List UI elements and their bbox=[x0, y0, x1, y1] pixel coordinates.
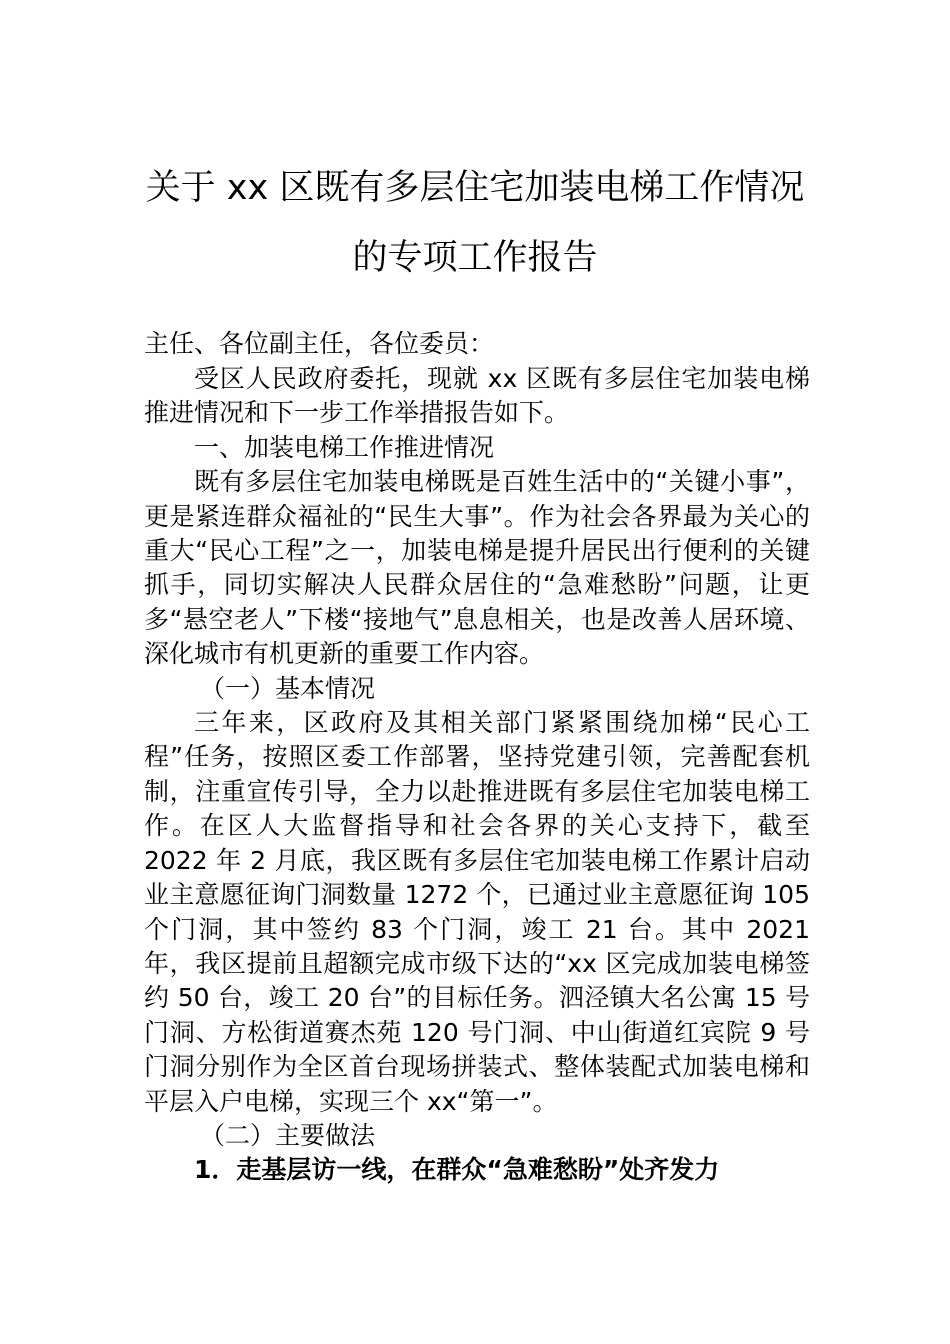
salutation: 主任、各位副主任，各位委员： bbox=[144, 329, 495, 358]
subsection-1-paragraph: 三年来，区政府及其相关部门紧紧围绕加梯“民心工程”任务，按照区委工作部署，坚持党建引领，完善配套机制，注重宣传引导，全力以赴推进既有多层住宅加装电梯工作。在区人大监督指导和社会各界的关心支持下，截至 2022 年 2 月底，我区既有多层住宅加装电梯工作累计启动业主意愿征询门洞数量 1272 个，已通过业主意愿征询 105 个门洞，其中签约 83 个门洞，竣工 21 台。其中 2021 年，我区提前且超额完成市级下达的“xx 区完成加装电梯签约 50 台，竣工 20 台”的目标任务。泗泾镇大名公寓 15 号门洞、方松街道赛杰苑 120 号门洞、中山街道红宾院 9 号门洞分别作为全区首台现场拼装式、整体装配式加装电梯和平层入户电梯，实现三个 xx“第一”。 bbox=[144, 708, 810, 1116]
item-1-heading: 1．走基层访一线，在群众“急难愁盼”处齐发力 bbox=[194, 1155, 720, 1185]
document-title-line-1: 关于 xx 区既有多层住宅加装电梯工作情况 bbox=[145, 168, 805, 208]
subsection-2-heading: （二）主要做法 bbox=[200, 1120, 376, 1150]
subsection-1-heading: （一）基本情况 bbox=[200, 673, 376, 703]
intro-paragraph: 受区人民政府委托，现就 xx 区既有多层住宅加装电梯推进情况和下一步工作举措报告如下。 bbox=[144, 364, 810, 428]
document-title-line-2: 的专项工作报告 bbox=[352, 238, 598, 278]
section-1-heading: 一、加装电梯工作推进情况 bbox=[194, 432, 495, 462]
document-body bbox=[144, 362, 810, 1188]
section-1-paragraph: 既有多层住宅加装电梯既是百姓生活中的“关键小事”，更是紧连群众福祉的“民生大事”。作为社会各界最为关心的重大“民心工程”之一，加装电梯是提升居民出行便利的关键抓手，同切实解决人民群众居住的“急难愁盼”问题，让更多“悬空老人”下楼“接地气”息息相关，也是改善人居环境、深化城市有机更新的重要工作内容。 bbox=[144, 467, 810, 669]
